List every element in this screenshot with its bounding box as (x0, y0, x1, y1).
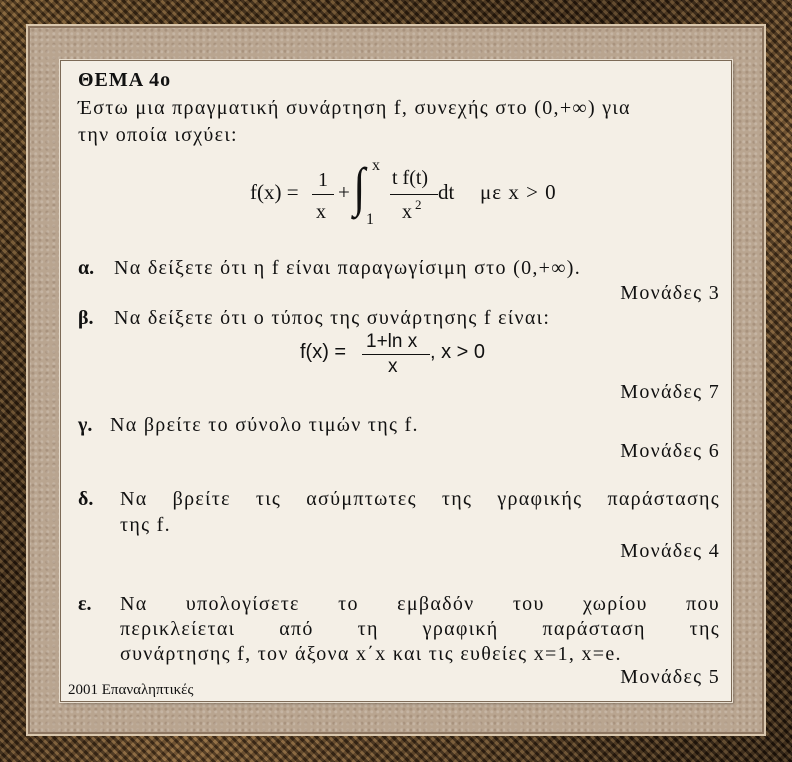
formula-lhs: f(x) = (250, 180, 299, 204)
formula-frac1-bar (312, 194, 334, 195)
formula-frac2-exp: 2 (415, 197, 422, 212)
source-footer: 2001 Επαναληπτικές (68, 682, 194, 698)
formula-frac2-bar (390, 194, 438, 195)
part-c-points: Μονάδες 6 (620, 440, 720, 462)
intro-line-1: Έστω μια πραγματική συνάρτηση f, συνεχής στο (0,+∞) για (78, 97, 631, 119)
formula-frac1-den: x (316, 201, 326, 223)
formula-frac1-num: 1 (318, 169, 328, 191)
part-b-label: β. (78, 307, 94, 329)
formula-condition: με x > 0 (480, 180, 557, 204)
formula-frac2-den: x (402, 201, 412, 223)
part-e-text-line-1: Να υπολογίσετε το εμβαδόν του χωρίου που (120, 593, 720, 615)
formula-frac2-num: t f(t) (392, 167, 429, 189)
part-d-text-line-2: της f. (120, 514, 171, 536)
part-b-text: Να δείξετε ότι ο τύπος της συνάρτησης f είναι: (114, 307, 551, 329)
integral-upper-limit: x (372, 157, 380, 174)
part-b-formula-condition: , x > 0 (430, 341, 486, 363)
part-b-points: Μονάδες 7 (620, 381, 720, 403)
part-b-formula-bar (362, 354, 430, 355)
part-c-text: Να βρείτε το σύνολο τιμών της f. (110, 414, 419, 436)
formula-plus: + (338, 180, 350, 204)
part-e-label: ε. (78, 593, 92, 615)
exam-topic-title: ΘΕΜΑ 4ο (78, 69, 172, 91)
part-e-text-line-2: περικλείεται από τη γραφική παράσταση της (120, 618, 720, 640)
part-d-label: δ. (78, 488, 94, 510)
part-c-label: γ. (78, 414, 93, 436)
part-e-points: Μονάδες 5 (620, 666, 720, 688)
part-a-label: α. (78, 257, 95, 279)
integral-sign: ∫ (353, 157, 366, 217)
part-b-formula-num: 1+ln x (366, 331, 418, 352)
part-b-formula-den: x (388, 356, 398, 377)
part-a-text: Να δείξετε ότι η f είναι παραγωγίσιμη στο (0,+∞). (114, 257, 582, 279)
part-d-text-line-1: Να βρείτε τις ασύμπτωτες της γραφικής παράστασης (120, 488, 720, 510)
part-a-points: Μονάδες 3 (620, 282, 720, 304)
formula-dt: dt (438, 180, 455, 204)
part-e-text-line-3: συνάρτησης f, τον άξονα x΄x και τις ευθείες x=1, x=e. (120, 643, 622, 665)
part-b-formula-lhs: f(x) = (300, 341, 347, 363)
integral-lower-limit: 1 (366, 211, 374, 228)
part-d-points: Μονάδες 4 (620, 540, 720, 562)
intro-line-2: την οποία ισχύει: (78, 124, 238, 146)
